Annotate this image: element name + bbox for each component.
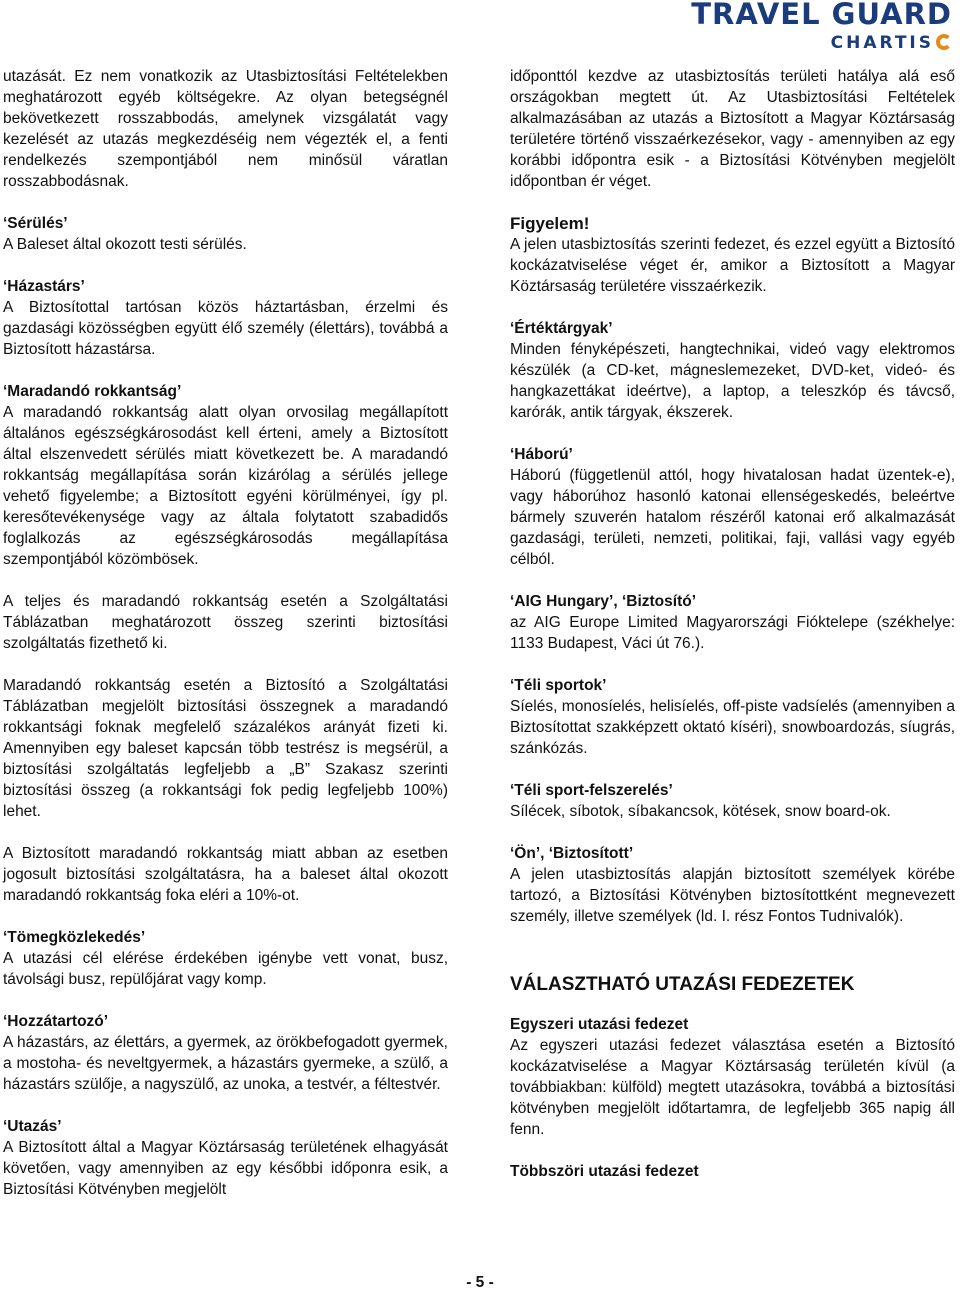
- definition-text-teli-sportok: Síelés, monosíelés, helisíelés, off-piste vadsíelés (amennyiben a Biztosítottat szakképzett oktató kíséri), snowboardozás, síugrás, szánkózás.: [510, 698, 955, 757]
- logo-brand-text: TRAVEL GUARD: [691, 0, 952, 31]
- figyelem-heading: Figyelem!: [510, 214, 590, 233]
- rokkantsag-paragraph-3: Maradandó rokkantság esetén a Biztosító a Szolgáltatási Táblázatban megjelölt biztosítási összegnek a maradandó rokkantsági foknak megfelelő százalékos arányát fizeti ki. Amennyiben egy baleset kapcsán több testrész is megsérül, a biztosítási szolgáltatás legfeljebb a „B” Szakasz szerinti biztosítási összeg (a rokkantsági fok pedig legfeljebb 100%) lehet.: [3, 677, 448, 820]
- travel-guard-chartis-logo: [691, 0, 952, 53]
- chartis-swirl-icon: [936, 34, 952, 50]
- definition-title-haboru: ‘Háború’: [510, 446, 573, 463]
- page-number: - 5 -: [466, 1274, 494, 1291]
- definition-text-aig: az AIG Europe Limited Magyarországi Fióktelepe (székhelye: 1133 Budapest, Váci út 76.).: [510, 614, 955, 652]
- rokkantsag-paragraph-2: A teljes és maradandó rokkantság esetén a Szolgáltatási Táblázatban meghatározott összeg szerinti biztosítási szolgáltatás fizethető ki.: [3, 593, 448, 652]
- subheading-egyszeri: Egyszeri utazási fedezet: [510, 1016, 689, 1033]
- definition-text-on-biztositott: A jelen utasbiztosítás alapján biztosított személyek körébe tartozó, a Biztosítási Kötvényben biztosítottként megnevezett személy, illetve személyek (ld. I. rész Fontos Tudnivalók).: [510, 866, 955, 925]
- rokkantsag-paragraph-4: A Biztosított maradandó rokkantság miatt abban az esetben jogosult biztosítási szolgáltatásra, ha a baleset által okozott maradandó rokkantság foka eléri a 10%-ot.: [3, 845, 448, 904]
- definition-title-hozzatartozo: ‘Hozzátartozó’: [3, 1013, 109, 1030]
- definition-text-teli-felszereles: Sílécek, síbotok, síbakancsok, kötések, snow board-ok.: [510, 803, 891, 820]
- definition-text-ertektargyak: Minden fényképészeti, hangtechnikai, videó vagy elektromos készülék (a CD-ket, mágneslemezeket, DVD-ket, videó- és hangkazettákat ideértve), a laptop, a teleszkóp és távcső, karórák, antik tárgyak, ékszerek.: [510, 341, 955, 421]
- definition-title-aig: ‘AIG Hungary’, ‘Biztosító’: [510, 593, 697, 610]
- definition-text-tomegkozlekedes: A utazási cél elérése érdekében igénybe vett vonat, busz, távolsági busz, repülőjárat vagy komp.: [3, 950, 448, 988]
- definition-title-serules: ‘Sérülés’: [3, 215, 68, 232]
- egyszeri-text: Az egyszeri utazási fedezet választása esetén a Biztosító kockázatviselése a Magyar Köztársaság területén kívül (a továbbiakban: külföld) megtett utazásokra, továbbá a biztosítási kötvényben megjelölt időtartamra, de legfeljebb 365 napig áll fenn.: [510, 1037, 955, 1138]
- definition-title-teli-sportok: ‘Téli sportok’: [510, 677, 607, 694]
- definition-text-hozzatartozo: A házastárs, az élettárs, a gyermek, az örökbefogadott gyermek, a mostoha- és neveltgyermek, a házastárs gyermeke, a szülő, a házastárs szülője, a nagyszülő, az unoka, a testvér, a féltestvér.: [3, 1034, 448, 1093]
- subheading-tobbszori: Többszöri utazási fedezet: [510, 1163, 699, 1180]
- definition-title-on-biztositott: ‘Ön’, ‘Biztosított’: [510, 845, 634, 862]
- right-column: [510, 66, 955, 1182]
- figyelem-text: A jelen utasbiztosítás szerinti fedezet, és ezzel együtt a Biztosító kockázatviselése véget ér, amikor a Biztosított a Magyar Köztársaság területére visszaérkezik.: [510, 236, 955, 295]
- definition-title-tomegkozlekedes: ‘Tömegközlekedés’: [3, 929, 146, 946]
- left-column: [3, 66, 448, 1200]
- logo-sub-brand: [691, 33, 952, 53]
- right-intro-paragraph: időponttól kezdve az utasbiztosítás területi hatálya alá eső országokban megtett út. Az Utasbiztosítási Feltételek alkalmazásában az utazás a Biztosított a Magyar Köztársaság területére történő visszaérkezésekor, vagy - amennyiben az egy korábbi időpontra esik - a Biztosítási Kötvényben megjelölt időpontban ér véget.: [510, 68, 955, 190]
- definition-title-teli-felszereles: ‘Téli sport-felszerelés’: [510, 782, 673, 799]
- definition-text-utazas: A Biztosított által a Magyar Köztársaság területének elhagyását követően, vagy amennyiben az egy későbbi időponra esik, a Biztosítási Kötvényben megjelölt: [3, 1139, 448, 1198]
- logo-sub-text: CHARTIS: [830, 33, 934, 53]
- definition-title-rokkantsag: ‘Maradandó rokkantság’: [3, 383, 182, 400]
- left-intro-paragraph: utazását. Ez nem vonatkozik az Utasbiztosítási Feltételekben meghatározott egyéb költségekre. Az olyan betegségnél bekövetkezett rosszabbodás, amelynek vizsgálatát vagy kezelését az utazás megkezdéséig nem végezték el, a fenti rendelkezés szempontjából nem minősül váratlan rosszabbodásnak.: [3, 68, 448, 190]
- definition-text-serules: A Baleset által okozott testi sérülés.: [3, 236, 247, 253]
- definition-title-utazas: ‘Utazás’: [3, 1118, 62, 1135]
- definition-title-ertektargyak: ‘Értéktárgyak’: [510, 320, 613, 337]
- definition-text-hazastars: A Biztosítottal tartósan közös háztartásban, érzelmi és gazdasági közösségben együtt élő személy (élettárs), továbbá a Biztosított házastársa.: [3, 299, 448, 358]
- definition-text-haboru: Háború (függetlenül attól, hogy hivatalosan hadat üzentek-e), vagy háborúhoz hasonló katonai ellenségeskedés, beleértve bármely szuverén hatalom részéről katonai erő alkalmazását gazdasági, területi, nemzeti, politikai, faji, vallási vagy egyéb célból.: [510, 467, 955, 568]
- section-heading-valaszthato: VÁLASZTHATÓ UTAZÁSI FEDEZETEK: [510, 974, 855, 995]
- definition-text-rokkantsag: A maradandó rokkantság alatt olyan orvosilag megállapított általános egészségkárosodást kell érteni, amely a Biztosított által elszenvedett sérülés miatt következett be. A maradandó rokkantság megállapítása során kizárólag a sérülés jellege vehető figyelembe; a Biztosított egyéni körülményei, így pl. keresőtevékenysége vagy az általa folytatott szabadidős foglalkozás az egészségkárosodás megállapítása szempontjából közömbösek.: [3, 404, 448, 568]
- definition-title-hazastars: ‘Házastárs’: [3, 278, 85, 295]
